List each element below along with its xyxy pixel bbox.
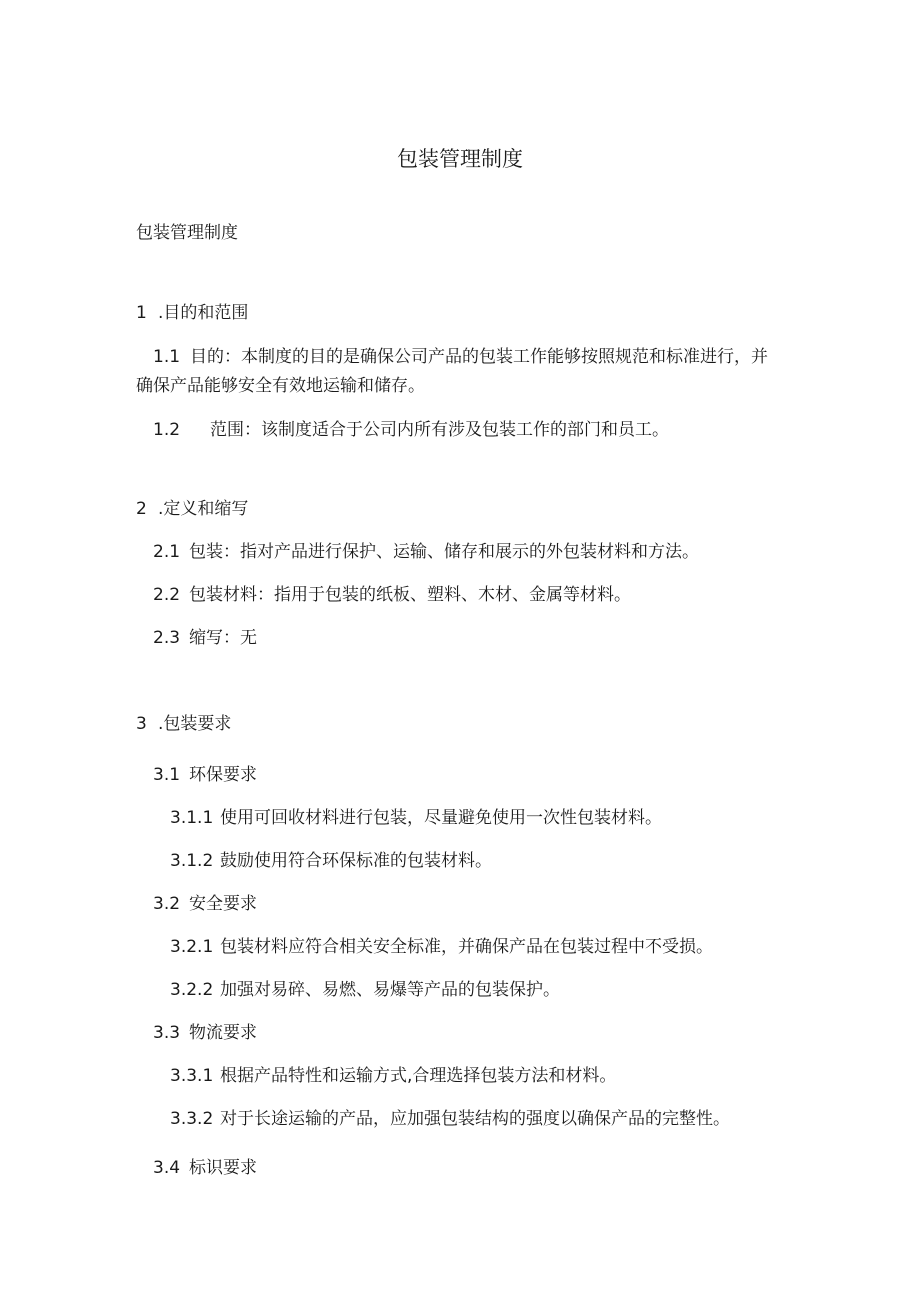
item-number: 2.3 (153, 628, 181, 648)
item-number: 3.3 (153, 1023, 181, 1043)
item-text: 鼓励使用符合环保标准的包装材料。 (220, 851, 492, 871)
item-3-1-1 (170, 807, 662, 829)
item-3-4 (153, 1157, 257, 1179)
item-text: 加强对易碎、易燃、易爆等产品的包装保护。 (220, 980, 560, 1000)
section-number: 1 (136, 303, 147, 323)
item-text: 目的：本制度的目的是确保公司产品的包装工作能够按照规范和标准进行，并 (190, 347, 768, 367)
item-1-1-continued: 确保产品能够安全有效地运输和储存。 (136, 376, 425, 396)
document-title: 包装管理制度 (397, 147, 523, 171)
item-number: 3.2 (153, 894, 181, 914)
item-3-1-2 (170, 850, 492, 872)
section-3-heading (136, 713, 231, 735)
item-2-3 (153, 627, 257, 649)
document-subtitle: 包装管理制度 (136, 223, 238, 243)
item-number: 3.1.2 (170, 851, 214, 871)
item-3-2-2 (170, 979, 560, 1001)
item-text: 标识要求 (189, 1158, 257, 1178)
section-heading-text: .包装要求 (158, 714, 232, 734)
item-3-2 (153, 893, 257, 915)
item-number: 3.1 (153, 765, 181, 785)
item-number: 3.2.1 (170, 937, 214, 957)
item-number: 3.1.1 (170, 808, 214, 828)
item-number: 3.4 (153, 1158, 181, 1178)
item-3-3-2 (170, 1108, 730, 1130)
section-2-heading (136, 498, 248, 520)
item-text: 范围：该制度适合于公司内所有涉及包装工作的部门和员工。 (210, 420, 669, 440)
item-2-1 (153, 541, 699, 563)
item-text: 对于长途运输的产品，应加强包装结构的强度以确保产品的完整性。 (220, 1109, 730, 1129)
item-number: 3.3.1 (170, 1066, 214, 1086)
section-heading-text: .定义和缩写 (158, 499, 249, 519)
item-number: 3.2.2 (170, 980, 214, 1000)
item-text: 包装材料：指用于包装的纸板、塑料、木材、金属等材料。 (189, 585, 631, 605)
item-number: 1.1 (153, 347, 181, 367)
item-3-2-1 (170, 936, 713, 958)
item-3-3-1 (170, 1065, 616, 1087)
item-text: 缩写：无 (189, 628, 257, 648)
item-3-3 (153, 1022, 257, 1044)
section-number: 2 (136, 499, 147, 519)
section-number: 3 (136, 714, 147, 734)
item-number: 3.3.2 (170, 1109, 214, 1129)
item-text: 物流要求 (189, 1023, 257, 1043)
item-text: 使用可回收材料进行包装，尽量避免使用一次性包装材料。 (220, 808, 662, 828)
item-number: 2.1 (153, 542, 181, 562)
item-text: 安全要求 (189, 894, 257, 914)
item-text: 包装：指对产品进行保护、运输、储存和展示的外包装材料和方法。 (189, 542, 699, 562)
item-2-2 (153, 584, 631, 606)
item-number: 2.2 (153, 585, 181, 605)
item-3-1 (153, 764, 257, 786)
item-text: 包装材料应符合相关安全标准，并确保产品在包装过程中不受损。 (220, 937, 713, 957)
item-text: 根据产品特性和运输方式,合理选择包装方法和材料。 (220, 1066, 617, 1086)
item-number: 1.2 (153, 420, 181, 440)
item-1-2 (153, 419, 669, 441)
item-1-1 (153, 346, 768, 368)
section-1-heading (136, 302, 248, 324)
item-text: 环保要求 (189, 765, 257, 785)
section-heading-text: .目的和范围 (158, 303, 249, 323)
